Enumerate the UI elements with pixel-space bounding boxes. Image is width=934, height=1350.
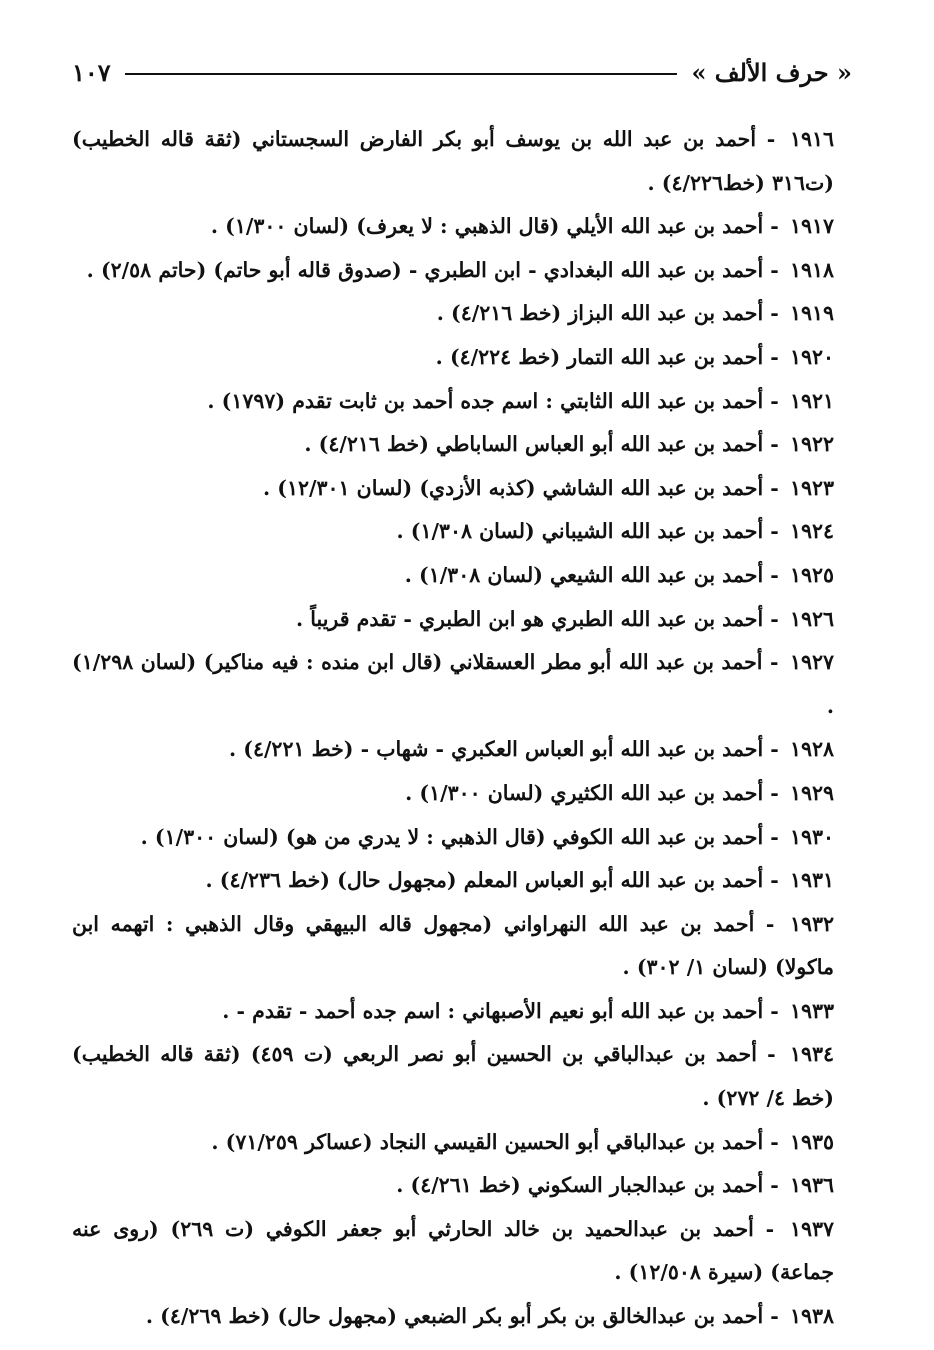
entry-number: ١٩١٧ [789, 214, 834, 239]
entry-text: أحمد بن عبد الله البزاز (خط ٤/٢١٦) . [436, 301, 764, 326]
entry-text: أحمد بن عبد الله البغدادي - ابن الطبري - (صدوق قاله أبو حاتم) (حاتم ٢/٥٨) . [86, 257, 764, 282]
entry-number: ١٩٢٢ [789, 432, 834, 457]
entry-text: أحمد بن عبدالحميد بن خالد الحارثي أبو جعفر الكوفي (ت ٢٦٩) (روى عنه جماعة) (سيرة ١٢/٥٠٨) . [72, 1216, 834, 1285]
list-item: ١٩١٩ - أحمد بن عبد الله البزاز (خط ٤/٢١٦) . [436, 301, 834, 326]
list-item: ١٩٢٩ - أحمد بن عبد الله الكثيري (لسان ١/٣٠٠) . [405, 780, 834, 805]
entry-number: ١٩١٦ [789, 127, 834, 151]
page-number: ١٠٧ [72, 57, 111, 87]
entry-number: ١٩٣٤ [789, 1042, 834, 1067]
entry-number: ١٩٢٥ [789, 562, 834, 587]
entry-text: أحمد بن عبد الله أبو العباس العكبري - شهاب - (خط ٤/٢٢١) . [228, 737, 764, 762]
entry-number: ١٩٢٠ [789, 344, 834, 369]
list-item: ١٩٣٠ - أحمد بن عبد الله الكوفي (قال الذهبي : لا يدري من هو) (لسان ١/٣٠٠) . [140, 824, 834, 849]
list-item: ١٩٢٧ - أحمد بن عبد الله أبو مطر العسقلاني (قال ابن منده : فيه مناكير) (لسان ١/٢٩٨) . [72, 650, 834, 718]
list-item: ١٩٢١ - أحمد بن عبد الله الثابتي : اسم جده أحمد بن ثابت تقدم (١٧٩٧) . [207, 388, 834, 413]
entry-number: ١٩٣٢ [789, 911, 834, 936]
entry-text: أحمد بن عبد الله الشيباني (لسان ١/٣٠٨) . [396, 519, 764, 544]
list-item: ١٩٢٣ - أحمد بن عبد الله الشاشي (كذبه الأزدي) (لسان ١٢/٣٠١) . [262, 475, 834, 500]
entry-number: ١٩١٨ [789, 257, 834, 282]
entry-number: ١٩٢٣ [789, 475, 834, 500]
entry-number: ١٩٢٨ [789, 737, 834, 762]
entry-number: ١٩٣٧ [789, 1216, 834, 1241]
entry-text: أحمد بن عبد الله الطبري هو ابن الطبري - تقدم قريباً . [296, 606, 764, 631]
list-item: ١٩٣٥ - أحمد بن عبدالباقي أبو الحسين القيسي النجاد (عساكر ٧١/٢٥٩) . [211, 1129, 834, 1154]
list-item: ١٩١٦ - أحمد بن عبد الله بن يوسف أبو بكر الفارض السجستاني (ثقة قاله الخطيب) (ت٣١٦ (خط٤/٢٢٦) . [72, 127, 834, 195]
list-item: ١٩٢٢ - أحمد بن عبد الله أبو العباس الساباطي (خط ٤/٢١٦) . [304, 432, 834, 457]
entry-text: أحمد بن عبدالباقي بن الحسين أبو نصر الربعي (ت ٤٥٩) (ثقة قاله الخطيب) (خط ٤/ ٢٧٢) . [72, 1042, 834, 1111]
entry-number: ١٩٢٧ [789, 650, 834, 675]
list-item: ١٩٢٤ - أحمد بن عبد الله الشيباني (لسان ١/٣٠٨) . [396, 519, 834, 544]
list-item: ١٩٢٥ - أحمد بن عبد الله الشيعي (لسان ١/٣٠٨) . [404, 562, 834, 587]
entry-number: ١٩٢٦ [789, 606, 834, 631]
entry-text: أحمد بن عبد الله الكثيري (لسان ١/٣٠٠) . [405, 780, 764, 805]
entry-text: أحمد بن عبد الله بن يوسف أبو بكر الفارض السجستاني (ثقة قاله الخطيب) (ت٣١٦ (خط٤/٢٢٦) . [72, 127, 834, 195]
chapter-title: « حرف الألف » [691, 57, 852, 87]
entry-number: ١٩٣٨ [789, 1304, 834, 1329]
list-item: ١٩٢٠ - أحمد بن عبد الله التمار (خط ٤/٢٢٤) . [435, 344, 834, 369]
entry-number: ١٩٣٥ [789, 1129, 834, 1154]
entry-text: أحمد بن عبد الله الكوفي (قال الذهبي : لا يدري من هو) (لسان ١/٣٠٠) . [140, 824, 764, 849]
entry-text: أحمد بن عبد الله الشاشي (كذبه الأزدي) (لسان ١٢/٣٠١) . [262, 475, 764, 500]
list-item: ١٩٣١ - أحمد بن عبد الله أبو العباس المعلم (مجهول حال) (خط ٤/٢٣٦) . [205, 868, 834, 893]
list-item: ١٩١٨ - أحمد بن عبد الله البغدادي - ابن الطبري - (صدوق قاله أبو حاتم) (حاتم ٢/٥٨) . [86, 257, 834, 282]
list-item: ١٩٣٧ - أحمد بن عبدالحميد بن خالد الحارثي أبو جعفر الكوفي (ت ٢٦٩) (روى عنه جماعة) (سيرة ١٢/٥٠٨) . [72, 1216, 834, 1285]
entry-text: أحمد بن عبدالخالق بن بكر أبو بكر الضبعي (مجهول حال) (خط ٤/٢٦٩) . [145, 1304, 764, 1329]
entry-text: أحمد بن عبد الله أبو نعيم الأصبهاني : اسم جده أحمد - تقدم - . [222, 998, 764, 1023]
entries-list [72, 118, 834, 1339]
list-item: ١٩٣٣ - أحمد بن عبد الله أبو نعيم الأصبهاني : اسم جده أحمد - تقدم - . [222, 998, 834, 1023]
entry-text: أحمد بن عبد الله الثابتي : اسم جده أحمد بن ثابت تقدم (١٧٩٧) . [207, 388, 764, 413]
page-header [72, 52, 852, 92]
entry-number: ١٩٢١ [789, 388, 834, 413]
entry-text: أحمد بن عبدالباقي أبو الحسين القيسي النجاد (عساكر ٧١/٢٥٩) . [211, 1129, 764, 1154]
entry-text: أحمد بن عبد الله الشيعي (لسان ١/٣٠٨) . [404, 562, 764, 587]
entry-number: ١٩٢٤ [789, 519, 834, 544]
list-item: ١٩١٧ - أحمد بن عبد الله الأيلي (قال الذهبي : لا يعرف) (لسان ١/٣٠٠) . [210, 214, 834, 239]
entry-number: ١٩٣٠ [789, 824, 834, 849]
list-item: ١٩٣٦ - أحمد بن عبدالجبار السكوني (خط ٤/٢٦١) . [396, 1173, 834, 1198]
entry-text: أحمد بن عبد الله أبو العباس المعلم (مجهول حال) (خط ٤/٢٣٦) . [205, 868, 764, 893]
list-item: ١٩٢٦ - أحمد بن عبد الله الطبري هو ابن الطبري - تقدم قريباً . [296, 606, 834, 631]
list-item: ١٩٣٢ - أحمد بن عبد الله النهراواني (مجهول قاله البيهقي وقال الذهبي : اتهمه ابن ماكولا) (لسان ١/ ٣٠٢) . [72, 911, 834, 980]
header-rule [125, 73, 678, 75]
entry-number: ١٩٣٦ [789, 1173, 834, 1198]
entry-number: ١٩٢٩ [789, 780, 834, 805]
entry-number: ١٩٣٣ [789, 998, 834, 1023]
entry-text: أحمد بن عبد الله أبو العباس الساباطي (خط ٤/٢١٦) . [304, 432, 764, 457]
list-item: ١٩٣٤ - أحمد بن عبدالباقي بن الحسين أبو نصر الربعي (ت ٤٥٩) (ثقة قاله الخطيب) (خط ٤/ ٢٧٢) . [72, 1042, 834, 1111]
entry-text: أحمد بن عبدالجبار السكوني (خط ٤/٢٦١) . [396, 1173, 764, 1198]
list-item: ١٩٢٨ - أحمد بن عبد الله أبو العباس العكبري - شهاب - (خط ٤/٢٢١) . [228, 737, 834, 762]
entry-text: أحمد بن عبد الله التمار (خط ٤/٢٢٤) . [435, 344, 764, 369]
list-item: ١٩٣٨ - أحمد بن عبدالخالق بن بكر أبو بكر الضبعي (مجهول حال) (خط ٤/٢٦٩) . [145, 1304, 834, 1329]
entry-number: ١٩١٩ [789, 301, 834, 326]
entry-text: أحمد بن عبد الله أبو مطر العسقلاني (قال ابن منده : فيه مناكير) (لسان ١/٢٩٨) . [72, 650, 834, 718]
entry-text: أحمد بن عبد الله الأيلي (قال الذهبي : لا يعرف) (لسان ١/٣٠٠) . [210, 214, 764, 239]
entry-text: أحمد بن عبد الله النهراواني (مجهول قاله البيهقي وقال الذهبي : اتهمه ابن ماكولا) (لسان ١/ ٣٠٢) . [72, 911, 834, 980]
entry-number: ١٩٣١ [789, 868, 834, 893]
